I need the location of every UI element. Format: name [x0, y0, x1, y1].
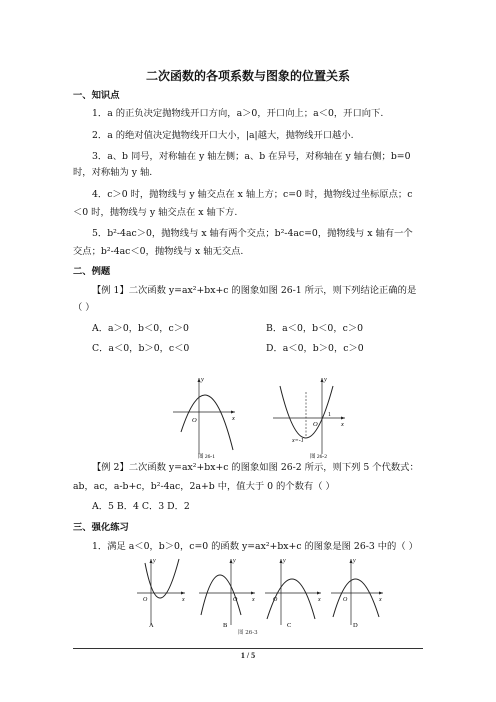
- figure-26-3-option-a: [137, 558, 185, 629]
- label-y: y: [233, 558, 236, 564]
- label-y: y: [353, 558, 356, 564]
- label-x: x: [252, 597, 255, 603]
- knowledge-item-5: 5．b²-4ac＞0，抛物线与 x 轴有两个交点；b²-4ac=0，抛物线与 x 轴有一个: [92, 228, 413, 239]
- figure-26-3-option-d: [331, 558, 383, 629]
- option-label-d: D: [353, 622, 358, 629]
- example1-option-d: D．a＜0，b＞0，c＞0: [266, 343, 364, 354]
- knowledge-item-4-cont: ＜0 时，抛物线与 y 轴交点在 x 轴下方.: [73, 207, 238, 218]
- fig2-origin-label: O: [313, 421, 318, 428]
- knowledge-item-5-cont: 交点；b²-4ac＜0，抛物线与 x 轴无交点.: [73, 246, 244, 257]
- section-heading-examples: 二、例题: [73, 266, 111, 277]
- parabola-b: [201, 575, 241, 615]
- figure-26-2: [273, 376, 345, 454]
- label-x: x: [318, 597, 321, 603]
- label-y: y: [153, 558, 156, 564]
- knowledge-item-4: 4．c＞0 时，抛物线与 y 轴交点在 x 轴上方；c=0 时，抛物线过坐标原点；c: [92, 189, 413, 200]
- fig2-y-label: y: [324, 376, 327, 383]
- parabola-up: [280, 386, 333, 438]
- label-o: O: [143, 597, 148, 603]
- caption-26-1: 图 26-1: [198, 454, 215, 460]
- example1-option-c: C．a＜0，b＞0，c＜0: [92, 343, 190, 354]
- label-o: O: [233, 597, 238, 603]
- parabola-down: [181, 395, 233, 450]
- page-number: 1 / 5: [240, 651, 256, 660]
- example2-text-cont: ab，ac，a-b+c，b²-4ac，2a+b 中，值大于 0 的个数有（ ）: [73, 481, 335, 492]
- x-axis-arrow: [231, 411, 235, 414]
- option-label-a: A: [149, 622, 154, 629]
- example2-text: 【例 2】二次函数 y=ax²+bx+c 的图象如图 26-2 所示，则下列 5 个代数式：: [92, 462, 419, 473]
- label-x: x: [182, 597, 185, 603]
- caption-26-3: 图 26-3: [238, 630, 258, 636]
- caption-26-2: 图 26-2: [310, 454, 327, 460]
- knowledge-item-3: 3．a、b 同号，对称轴在 y 轴左侧；a、b 在异号，对称轴在 y 轴右侧；b=0: [92, 151, 411, 162]
- document-title: 二次函数的各项系数与图象的位置关系: [145, 69, 350, 83]
- fig1-origin-label: O: [192, 417, 197, 424]
- example1-option-a: A．a＞0，b＜0，c＞0: [92, 323, 189, 334]
- practice-question-1: 1．满足 a＜0，b＞0，c=0 的函数 y=ax²+bx+c 的图象是图 26-3 中的（ ）: [92, 541, 418, 552]
- knowledge-item-2: 2．a 的绝对值决定抛物线开口大小，|a|越大，抛物线开口越小.: [92, 130, 354, 141]
- fig1-x-label: x: [232, 415, 235, 422]
- fig2-one-label: 1: [328, 412, 331, 418]
- parabola-a: [145, 559, 179, 598]
- knowledge-item-3-cont: 时，对称轴为 y 轴.: [73, 167, 153, 178]
- label-y: y: [283, 558, 286, 564]
- figure-26-3-option-b: [199, 558, 255, 629]
- label-o: O: [343, 597, 348, 603]
- knowledge-item-1: 1．a 的正负决定抛物线开口方向，a＞0，开口向上；a＜0，开口向下.: [92, 108, 384, 119]
- fig1-y-label: y: [201, 376, 204, 383]
- fig2-x-label: x: [341, 421, 344, 428]
- example1-option-b: B．a＜0，b＜0，c＞0: [266, 323, 364, 334]
- figure-26-3-option-c: [265, 558, 321, 629]
- figures-26-1-26-2: [165, 372, 355, 462]
- parabola-d: [333, 579, 379, 617]
- option-label-b: B: [223, 622, 228, 629]
- x-axis-arrow: [341, 417, 345, 420]
- figure-26-1: [173, 376, 235, 454]
- fig2-symmetry-label: x=-1: [292, 438, 304, 444]
- option-label-c: C: [287, 622, 292, 629]
- label-x: x: [379, 597, 382, 603]
- section-heading-practice: 三、强化练习: [73, 522, 129, 533]
- example2-options: A．5 B．4 C．3 D．2: [92, 501, 190, 512]
- footer-rule: [73, 648, 423, 649]
- example1-bracket: （ ）: [73, 302, 95, 313]
- section-heading-knowledge: 一、知识点: [73, 90, 120, 101]
- label-o: O: [273, 597, 278, 603]
- example1-text: 【例 1】二次函数 y=ax²+bx+c 的图象如图 26-1 所示，则下列结论正确的是: [92, 285, 417, 296]
- figure-26-3: [135, 555, 385, 635]
